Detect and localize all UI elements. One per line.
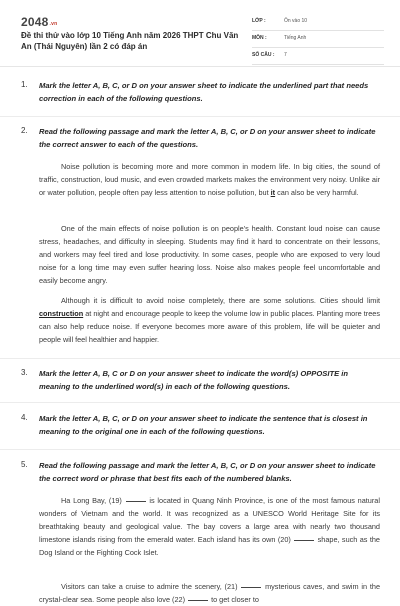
meta-class-label: LỚP :: [252, 18, 266, 24]
passage-paragraph: [39, 160, 380, 199]
meta-count-row: [252, 50, 384, 65]
paragraph-text: can also be very harmful.: [275, 188, 359, 197]
meta-subject-value: Tiếng Anh: [284, 35, 307, 41]
meta-class-row: [252, 16, 384, 31]
passage-paragraph: [39, 494, 380, 559]
question-number: 1.: [21, 80, 28, 89]
question-number: 5.: [21, 460, 28, 469]
exam-meta: [252, 16, 384, 67]
paragraph-text: Although it is difficult to avoid noise completely, there are some solutions. Cities should limit: [61, 296, 380, 305]
paragraph-text: at night and encourage people to keep the volume low in public places. Planting more trees can also help reduce noise. If everyone becomes more aware of this problem, life will be quieter and people will feel healthier and happier.: [39, 309, 380, 344]
question-separator: [0, 358, 400, 359]
question-instruction: Mark the letter A, B, C, or D on your answer sheet to indicate the underlined part that needs correction in each of the following questions.: [39, 81, 369, 103]
question-number: 4.: [21, 413, 28, 422]
question-number: 2.: [21, 126, 28, 135]
answer-blank: [294, 540, 314, 541]
question-instruction: Mark the letter A, B, C, or D on your answer sheet to indicate the sentence that is closest in meaning to the original one in each of the following questions.: [39, 414, 368, 436]
paragraph-text: mysterious caves, and swim in the crystal-clear sea. Some people also love (22): [39, 582, 380, 604]
paragraph-text: to get closer to: [209, 595, 259, 604]
question-instruction: Read the following passage and mark the letter A, B, C, or D on your answer sheet to indicate the correct answer to each of the questions.: [39, 127, 376, 149]
answer-blank: [126, 501, 146, 502]
underlined-word: construction: [39, 309, 84, 318]
site-logo[interactable]: [21, 15, 57, 29]
question-separator: [0, 449, 400, 450]
underlined-word: it: [270, 188, 276, 197]
meta-subject-row: [252, 33, 384, 48]
meta-count-value: 7: [284, 52, 287, 58]
answer-blank: [241, 587, 261, 588]
meta-count-label: SỐ CÂU :: [252, 52, 275, 58]
logo-extension: .vn: [49, 21, 58, 27]
page-title: Đề thi thử vào lớp 10 Tiếng Anh năm 2026 THPT Chu Văn An (Thái Nguyên) lần 2 có đáp án: [21, 31, 239, 51]
meta-class-value: Ôn vào 10: [284, 18, 308, 24]
paragraph-text: is located in Quang Ninh Province, is one of the most famous natural wonders of Vietnam and the world. It was recognized as a UNESCO World Heritage Site for its breathtaking beauty and geological value. The bay covers a large area with nearly two thousand limestone islands rising from the emerald water. Each island has its own (20): [39, 496, 380, 544]
passage-paragraph: One of the main effects of noise pollution is on people's health. Constant loud noise can cause stress, headaches, and difficulty in sleeping. Students may find it hard to concentrate on their lessons, and workers may feel tired and lose productivity. In some cases, people who are exposed to very loud noise for a long time may even suffer hearing loss. Noise also makes people feel uncomfortable and easily become angry.: [39, 224, 380, 285]
logo-number: 2048: [21, 15, 49, 29]
question-separator: [0, 116, 400, 117]
paragraph-text: shape, such as the Dog Island or the Fighting Cock Islet.: [39, 535, 380, 557]
question-number: 3.: [21, 368, 28, 377]
header-divider: [0, 66, 400, 67]
document-header: [0, 0, 400, 62]
passage-paragraph: [39, 580, 380, 606]
paragraph-text: Noise pollution is becoming more and more common in modern life. In big cities, the sound of traffic, construction, loud music, and even crowded markets makes the environment very noisy. Unlike air or water pollution, people often pay less attention to noise pollution, but: [39, 162, 380, 197]
question-separator: [0, 402, 400, 403]
answer-blank: [188, 600, 208, 601]
passage-paragraph: [39, 294, 380, 346]
question-instruction: Mark the letter A, B, C or D on your answer sheet to indicate the word(s) OPPOSITE in meaning to the underlined word(s) in each of the following questions.: [39, 369, 349, 391]
question-instruction: Read the following passage and mark the letter A, B, C, or D on your answer sheet to indicate the correct word or phrase that best fits each of the numbered blanks.: [39, 461, 376, 483]
meta-subject-label: MÔN :: [252, 35, 267, 41]
paragraph-text: Visitors can take a cruise to admire the scenery, (21): [61, 582, 241, 591]
paragraph-text: Ha Long Bay, (19): [61, 496, 125, 505]
